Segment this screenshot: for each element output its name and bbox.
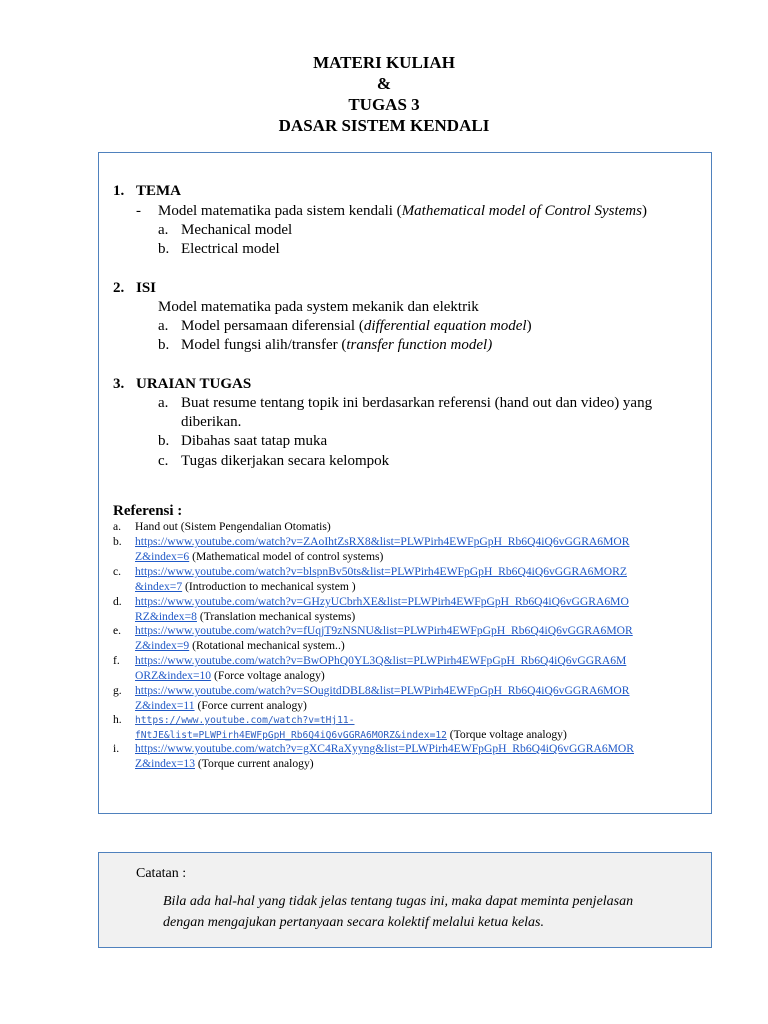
uraian-item-a: Buat resume tentang topik ini berdasarkan referensi (hand out dan video) yang [181, 395, 653, 411]
ref-label: a. [113, 520, 122, 533]
tema-item-a-label: a. [158, 222, 169, 238]
uraian-item-b-label: b. [158, 433, 170, 449]
section-uraian-number: 3. [113, 376, 125, 392]
ref-link[interactable]: https://www.youtube.com/watch?v=ZAoIhtZsRX8&list=PLWPirh4EWFpGpH_Rb6Q4iQ6vGGRA6MOR [135, 535, 630, 548]
section-isi-heading: ISI [136, 280, 157, 296]
ref-link[interactable]: https://www.youtube.com/watch?v=SOugitdDBL8&list=PLWPirh4EWFpGpH_Rb6Q4iQ6vGGRA6MOR [135, 684, 630, 697]
tema-dash: - [136, 203, 141, 219]
uraian-item-a-label: a. [158, 395, 169, 411]
tema-item-b-label: b. [158, 241, 170, 257]
ref-link[interactable]: https://www.youtube.com/watch?v=GHzyUCbrhXE&list=PLWPirh4EWFpGpH_Rb6Q4iQ6vGGRA6MO [135, 595, 629, 608]
catatan-line-2: dengan mengajukan pertanyaan secara kolektif melalui ketua kelas. [163, 915, 545, 930]
isi-intro: Model matematika pada system mekanik dan elektrik [158, 299, 479, 315]
ref-label: c. [113, 565, 122, 578]
ref-label: d. [113, 595, 122, 608]
isi-item-b-label: b. [158, 337, 170, 353]
uraian-item-a-cont: diberikan. [181, 414, 242, 430]
title-line-4: DASAR SISTEM KENDALI [278, 116, 490, 135]
ref-label: h. [113, 713, 122, 726]
isi-item-b: Model fungsi alih/transfer (transfer function model) [181, 337, 493, 353]
title-line-1: MATERI KULIAH [313, 53, 455, 72]
ref-label: e. [113, 624, 122, 637]
ref-link-cont[interactable]: RZ&index=8 (Translation mechanical systems) [135, 610, 356, 623]
catatan-line-1: Bila ada hal-hal yang tidak jelas tentang tugas ini, maka dapat meminta penjelasan [163, 894, 634, 909]
catatan-text [163, 891, 703, 933]
isi-item-a: Model persamaan diferensial (differential equation model) [181, 318, 532, 334]
referensi-heading: Referensi : [113, 503, 183, 519]
ref-link-cont[interactable]: &index=7 (Introduction to mechanical system ) [135, 580, 356, 593]
ref-link[interactable]: https://www.youtube.com/watch?v=BwOPhQ0YL3Q&list=PLWPirh4EWFpGpH_Rb6Q4iQ6vGGRA6M [135, 654, 627, 667]
catatan-box [98, 852, 712, 948]
tema-item-a: Mechanical model [181, 222, 293, 238]
ref-link[interactable]: https://www.youtube.com/watch?v=blspnBv50ts&list=PLWPirh4EWFpGpH_Rb6Q4iQ6vGGRA6MORZ [135, 565, 627, 578]
catatan-label: Catatan : [136, 866, 187, 881]
ref-link-cont[interactable]: Z&index=6 (Mathematical model of control systems) [135, 550, 384, 563]
isi-item-a-label: a. [158, 318, 169, 334]
document-title [0, 52, 768, 136]
ref-link[interactable]: https://www.youtube.com/watch?v=tHj11- [135, 715, 355, 726]
ref-label: f. [113, 654, 120, 667]
ref-label: b. [113, 535, 122, 548]
ref-text: Hand out (Sistem Pengendalian Otomatis) [135, 520, 331, 533]
section-uraian-heading: URAIAN TUGAS [136, 376, 252, 392]
tema-item-b: Electrical model [181, 241, 280, 257]
ref-link[interactable]: https://www.youtube.com/watch?v=gXC4RaXyyng&list=PLWPirh4EWFpGpH_Rb6Q4iQ6vGGRA6MOR [135, 742, 635, 755]
tema-intro: Model matematika pada sistem kendali (Mathematical model of Control Systems) [158, 203, 647, 219]
ref-link-cont[interactable]: Z&index=11 (Force current analogy) [135, 699, 307, 712]
ref-link-cont[interactable]: ORZ&index=10 (Force voltage analogy) [135, 669, 325, 682]
ref-link-cont[interactable]: Z&index=13 (Torque current analogy) [135, 757, 314, 770]
uraian-item-c: Tugas dikerjakan secara kelompok [181, 453, 390, 469]
section-tema-number: 1. [113, 183, 125, 199]
uraian-item-b: Dibahas saat tatap muka [181, 433, 328, 449]
ref-link-cont[interactable]: Z&index=9 (Rotational mechanical system..) [135, 639, 345, 652]
ref-link[interactable]: https://www.youtube.com/watch?v=fUqjT9zNSNU&list=PLWPirh4EWFpGpH_Rb6Q4iQ6vGGRA6MOR [135, 624, 633, 637]
ref-label: g. [113, 684, 122, 697]
title-line-2: & [376, 74, 392, 93]
title-line-3: TUGAS 3 [348, 95, 420, 114]
section-tema-heading: TEMA [136, 183, 181, 199]
uraian-item-c-label: c. [158, 453, 169, 469]
ref-link-cont[interactable]: fNtJE&list=PLWPirh4EWFpGpH_Rb6Q4iQ6vGGRA6MORZ&index=12 (Torque voltage analogy) [135, 728, 567, 741]
section-isi-number: 2. [113, 280, 125, 296]
ref-label: i. [113, 742, 120, 755]
